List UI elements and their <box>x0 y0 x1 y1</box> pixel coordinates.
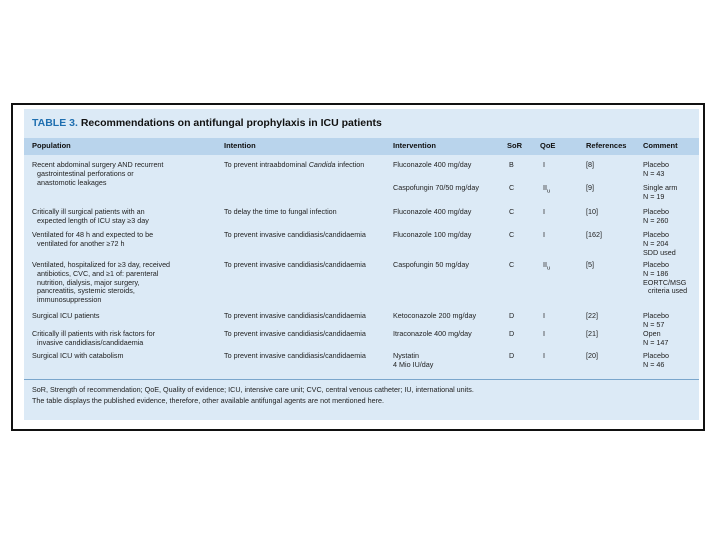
cell-intention: To prevent invasive candidiasis/candidaemia <box>224 260 366 269</box>
table-footnote <box>32 385 692 406</box>
footnote-divider <box>24 379 699 380</box>
cell-references: [5] <box>586 260 594 269</box>
cell-intervention: Ketoconazole 200 mg/day <box>393 311 477 320</box>
cell-qoe: $II_u$ <box>543 260 551 272</box>
cell-sor: D <box>509 351 515 360</box>
slide-frame <box>11 103 705 431</box>
cell-references: [162] <box>586 230 602 239</box>
cell-references: [9] <box>586 183 594 192</box>
cell-references: [20] <box>586 351 598 360</box>
cell-references: [22] <box>586 311 598 320</box>
header-population: Population <box>32 141 71 150</box>
cell-references: [8] <box>586 160 594 169</box>
cell-intervention: Fluconazole 100 mg/day <box>393 230 472 239</box>
table-number: TABLE 3. <box>32 117 78 129</box>
cell-population: Ventilated for 48 h and expected to be ventilated for another ≥72 h <box>32 230 154 248</box>
cell-intervention: Itraconazole 400 mg/day <box>393 329 472 338</box>
cell-sor: D <box>509 329 515 338</box>
cell-sor: B <box>509 160 514 169</box>
cell-intervention: Fluconazole 400 mg/day <box>393 160 472 169</box>
table-title <box>32 117 382 129</box>
cell-qoe: I <box>543 230 545 239</box>
cell-qoe: I <box>543 207 545 216</box>
table-header-row <box>24 138 699 155</box>
table-panel <box>24 109 699 420</box>
header-intervention: Intervention <box>393 141 436 150</box>
cell-intervention: Caspofungin 50 mg/day <box>393 260 469 269</box>
cell-qoe: I <box>543 160 545 169</box>
cell-population: Critically ill patients with risk factors for invasive candidiasis/candidaemia <box>32 329 156 347</box>
table-caption: Recommendations on antifungal prophylaxis in ICU patients <box>80 117 382 129</box>
header-references: References <box>586 141 627 150</box>
cell-comment: Placebo N = 186 EORTC/MSG criteria used <box>643 260 688 296</box>
cell-comment: Single arm N = 19 <box>643 183 678 201</box>
cell-intention: To prevent intraabdominal Candida infection <box>224 160 365 169</box>
cell-sor: C <box>509 183 515 192</box>
cell-intention: To prevent invasive candidiasis/candidaemia <box>224 351 366 360</box>
cell-comment: Placebo N = 57 <box>643 311 669 329</box>
cell-sor: C <box>509 207 515 216</box>
cell-sor: C <box>509 260 515 269</box>
cell-population: Recent abdominal surgery AND recurrent gastrointestinal perforations or anastomotic leakages <box>32 160 164 187</box>
cell-qoe: I <box>543 351 545 360</box>
cell-qoe: I <box>543 329 545 338</box>
cell-comment: Open N = 147 <box>643 329 669 347</box>
cell-population: Surgical ICU with catabolism <box>32 351 124 360</box>
cell-intention: To prevent invasive candidiasis/candidaemia <box>224 230 366 239</box>
cell-qoe: $II_u$ <box>543 183 551 195</box>
header-qoe: QoE <box>540 141 556 150</box>
cell-intention: To delay the time to fungal infection <box>224 207 337 216</box>
footnote-note: The table displays the published evidence, therefore, other available antifungal agents are not mentioned here. <box>32 395 385 405</box>
header-sor: SoR <box>507 141 522 150</box>
cell-comment: Placebo N = 260 <box>643 207 669 225</box>
header-comment: Comment <box>643 141 678 150</box>
cell-population: Critically ill surgical patients with an expected length of ICU stay ≥3 day <box>32 207 149 225</box>
cell-population: Surgical ICU patients <box>32 311 100 320</box>
cell-comment: Placebo N = 43 <box>643 160 669 178</box>
cell-comment: Placebo N = 204 SDD used <box>643 230 676 257</box>
cell-references: [21] <box>586 329 598 338</box>
cell-comment: Placebo N = 46 <box>643 351 669 369</box>
cell-sor: D <box>509 311 515 320</box>
cell-references: [10] <box>586 207 598 216</box>
cell-intervention: Caspofungin 70/50 mg/day <box>393 183 479 192</box>
header-intention: Intention <box>224 141 256 150</box>
cell-intervention: Fluconazole 400 mg/day <box>393 207 472 216</box>
cell-qoe: I <box>543 311 545 320</box>
cell-intention: To prevent invasive candidiasis/candidaemia <box>224 311 366 320</box>
cell-intervention: Nystatin 4 Mio IU/day <box>393 351 434 369</box>
footnote-abbreviations: SoR, Strength of recommendation; QoE, Quality of evidence; ICU, intensive care unit; CVC, central venous catheter; IU, international units. <box>32 385 474 394</box>
cell-sor: C <box>509 230 515 239</box>
cell-population: Ventilated, hospitalized for ≥3 day, received antibiotics, CVC, and ≥1 of: parenteral nutrition, dialysis, major surgery, pancreatitis, systemic steroids, immunosuppression <box>32 260 171 305</box>
cell-intention: To prevent invasive candidiasis/candidaemia <box>224 329 366 338</box>
